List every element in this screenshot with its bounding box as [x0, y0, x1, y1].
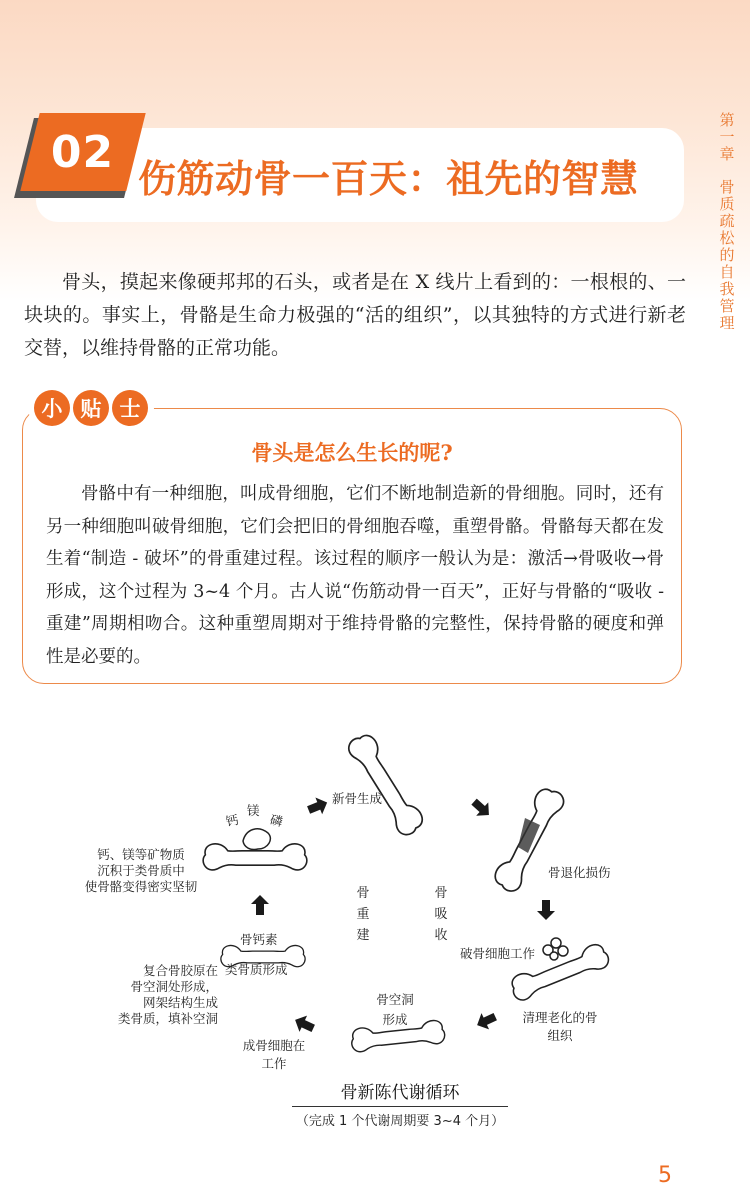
label-cavity: [370, 990, 420, 1030]
mineral-note-line: 沉积于类骨质中: [97, 863, 185, 878]
label-phosphorus: 磷: [268, 811, 285, 830]
label-osteoblast: [236, 1037, 312, 1073]
collagen-note: [90, 963, 218, 1027]
figure-subtitle: （完成 1 个代谢周期要 3~4 个月）: [295, 1114, 505, 1129]
label-calcium: 钙: [224, 811, 240, 830]
section-title: 伤筋动骨一百天：祖先的智慧: [138, 157, 639, 201]
arrow-4: [473, 1008, 499, 1033]
chapter-number: 第一章: [719, 111, 735, 163]
collagen-note-line: 网架结构生成: [142, 995, 218, 1010]
tip-badge-char: 士: [112, 390, 148, 426]
mineral-note-line: 钙、镁等矿物质: [97, 847, 185, 862]
chapter-subtitle: 骨质疏松的自我管理: [719, 178, 735, 332]
label-resorb: 骨吸收: [434, 886, 448, 943]
figure-title: 骨新陈代谢循环: [340, 1083, 460, 1103]
label-clean-line: 组织: [547, 1028, 573, 1043]
arrow-1: [305, 794, 330, 818]
tip-badge-char: 贴: [73, 390, 109, 426]
chapter-side-label: [716, 112, 738, 332]
label-clean-line: 清理老化的骨: [522, 1010, 598, 1025]
intro-paragraph: 骨头，摸起来像硬邦邦的石头，或者是在 X 线片上看到的：一根根的、一块块的。事实上，骨骼是生命力极强的“活的组织”，以其独特的方式进行新老交替，以维持骨骼的正常功能。: [24, 271, 686, 359]
label-cavity-line: 形成: [382, 1012, 408, 1027]
label-osteoid: 类骨质形成: [225, 962, 288, 977]
mineral-note: [62, 847, 220, 895]
arrow-6: [251, 895, 269, 915]
label-osteoblast-line: 工作: [261, 1056, 287, 1071]
page-number: 5: [658, 1163, 672, 1188]
label-rebuild: 骨重建: [356, 886, 370, 943]
tip-badge-char: 小: [34, 390, 70, 426]
label-osteocalcin: 骨钙素: [240, 932, 278, 947]
tip-text: 骨骼中有一种细胞，叫成骨细胞，它们不断地制造新的骨细胞。同时，还有另一种细胞叫破骨细胞，它们会把旧的骨细胞吞噬，重塑骨骼。骨骼每天都在发生着“制造 - 破坏”的骨重建过程。该过程的顺序一般认为是：激活→骨吸收→骨形成，这个过程为 3~4 个月。古人说“伤筋动骨一百天”，正好与骨骼的“吸收 - 重建”周期相吻合。这种重塑周期对于维持骨骼的完整性，保持骨骼的硬度和弹性是必要的。: [46, 484, 664, 667]
section-number: 02: [51, 126, 115, 178]
arrow-2: [468, 795, 495, 822]
label-new-bone: 新骨生成: [332, 791, 383, 806]
tip-title: 骨头是怎么生长的呢?: [251, 440, 453, 465]
arrow-5: [291, 1012, 317, 1037]
label-magnesium: 镁: [247, 803, 260, 818]
label-osteoblast-line: 成骨细胞在: [242, 1038, 306, 1053]
label-cavity-line: 骨空洞: [376, 992, 414, 1007]
collagen-note-line: 骨空洞处形成，: [130, 979, 218, 994]
figure-title-rule: [292, 1106, 508, 1107]
arrow-3: [537, 900, 555, 920]
collagen-note-line: 复合骨胶原在: [142, 963, 218, 978]
bone-cycle-figure: [0, 725, 750, 1135]
mineral-note-line: 使骨骼变得密实坚韧: [84, 879, 198, 894]
collagen-note-line: 类骨质，填补空洞: [117, 1011, 218, 1026]
bone-cycle-drawing: [0, 725, 750, 1135]
label-osteoclast: 破骨细胞工作: [460, 946, 536, 961]
label-degrade: 骨退化损伤: [548, 865, 611, 880]
tip-badge: [28, 388, 154, 428]
section-number-badge: [20, 113, 145, 191]
label-clean: [512, 1009, 608, 1045]
bone-new: [345, 730, 427, 838]
